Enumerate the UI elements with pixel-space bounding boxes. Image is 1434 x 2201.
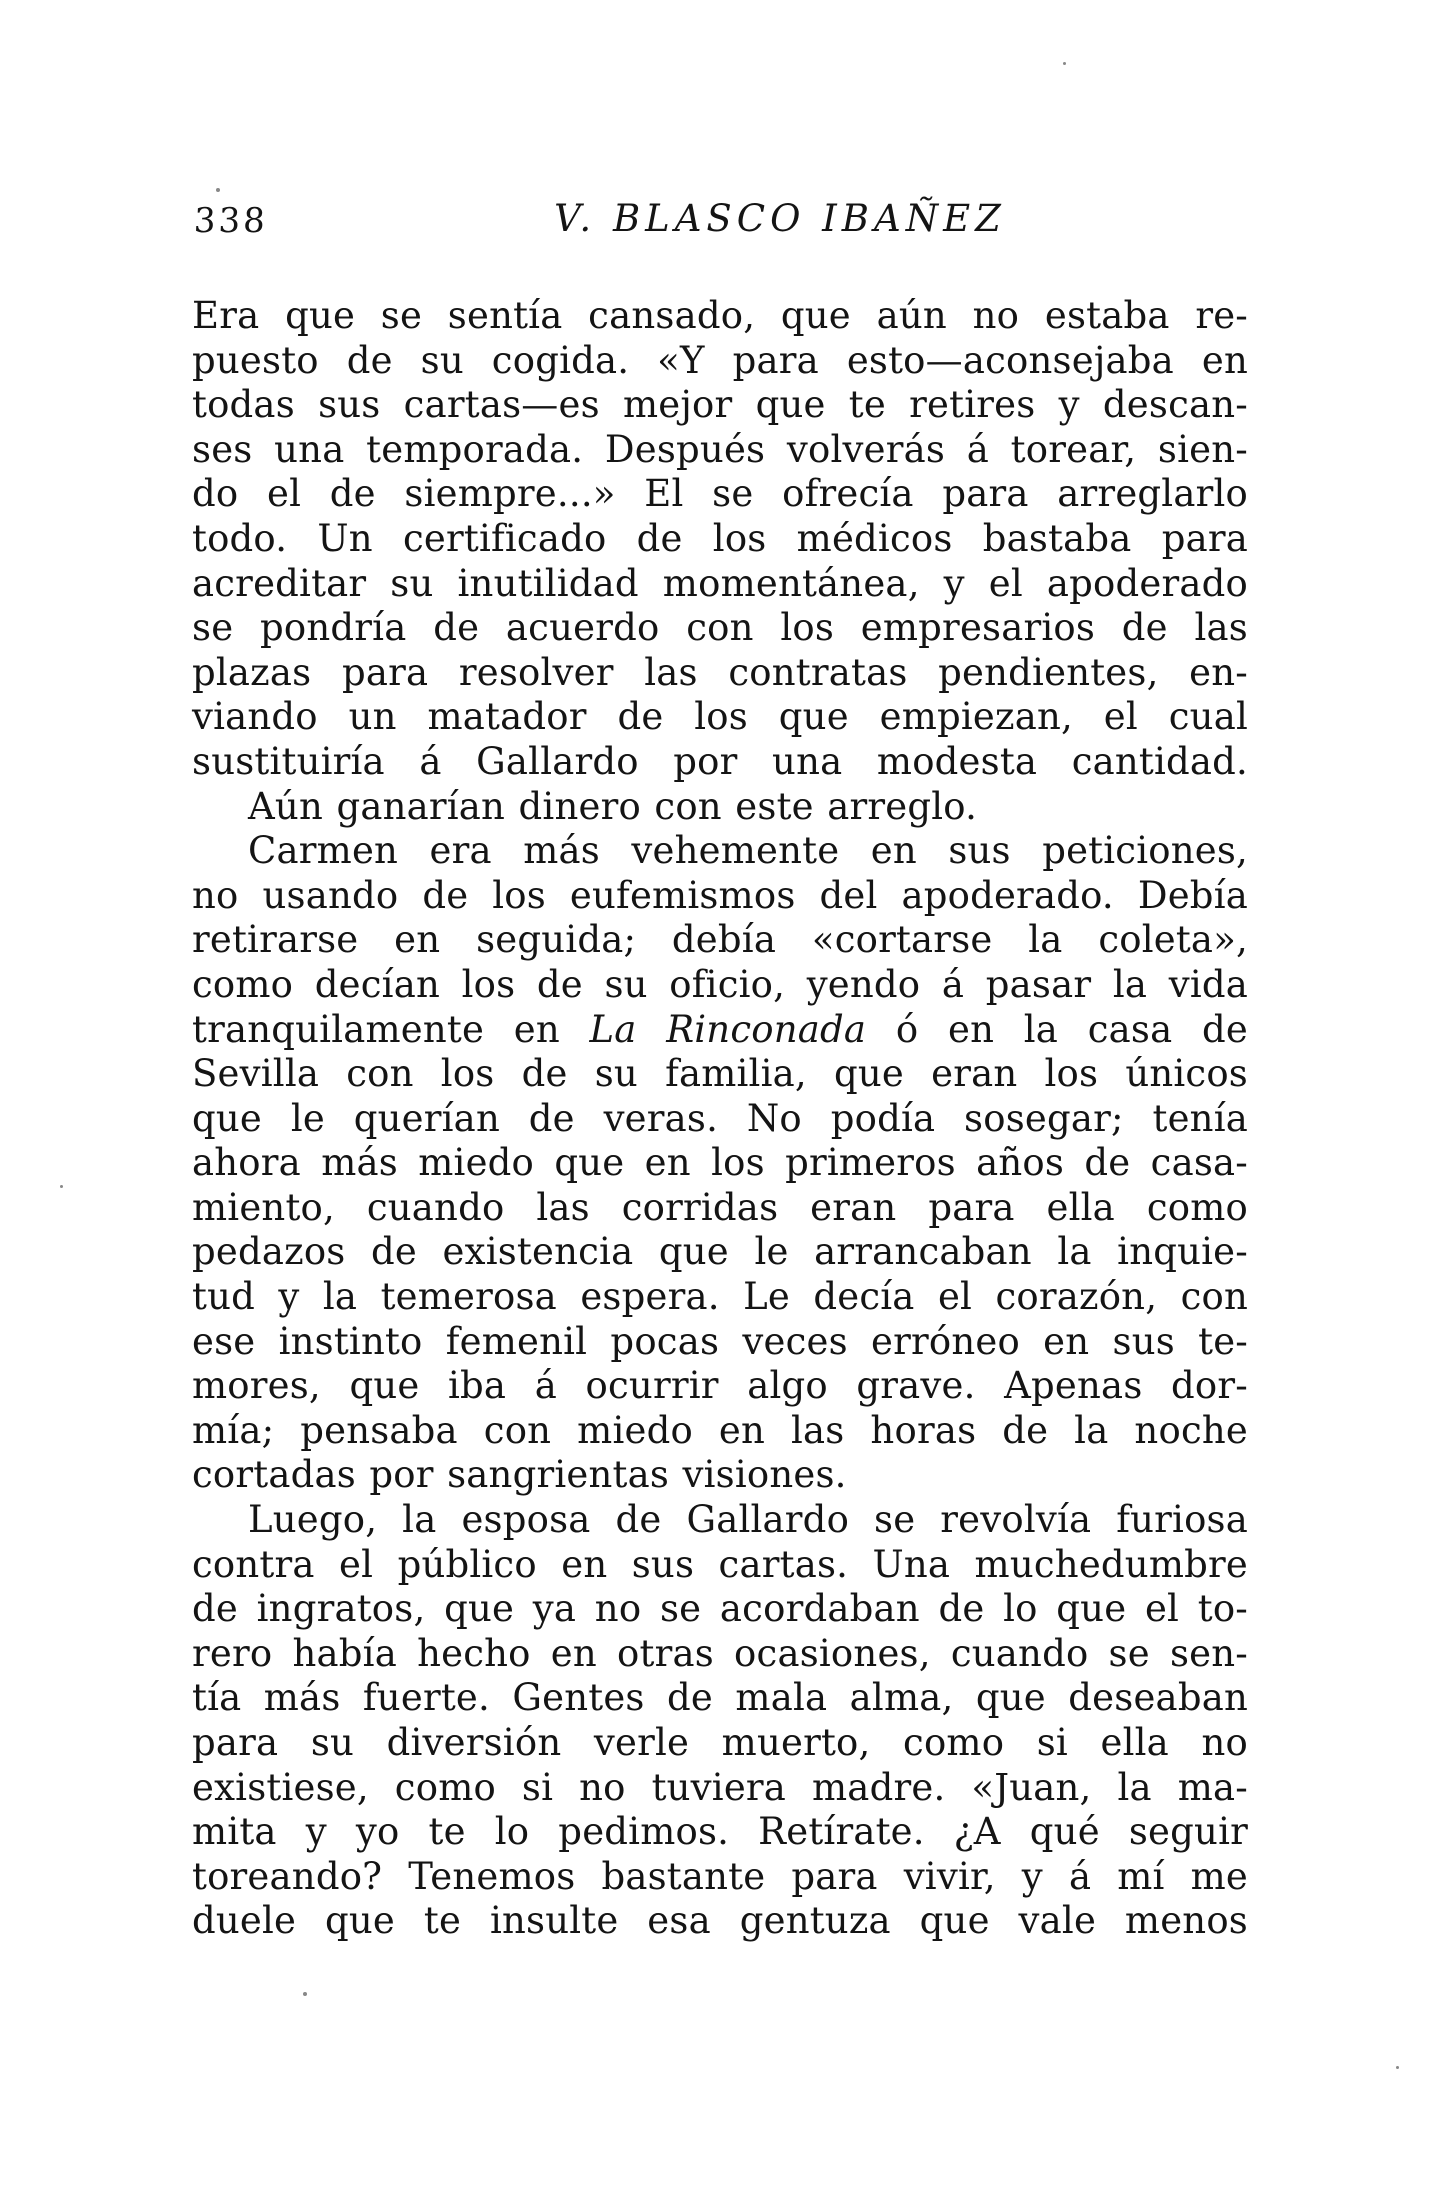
- text-line: mita y yo te lo pedimos. Retírate. ¿A qué seguir: [192, 1810, 1248, 1854]
- text-line: de ingratos, que ya no se acordaban de lo que el to-: [192, 1587, 1248, 1631]
- text-line: ese instinto femenil pocas veces erróneo en sus te-: [192, 1319, 1248, 1363]
- text-line: do el de siempre...» El se ofrecía para arreglarlo: [192, 472, 1248, 516]
- scan-speck: [60, 1185, 63, 1188]
- scan-speck: [1063, 62, 1066, 65]
- text-line: acreditar su inutilidad momentánea, y el apoderado: [192, 561, 1248, 605]
- text-line: para su diversión verle muerto, como si ella no: [192, 1721, 1248, 1764]
- text-line: tía más fuerte. Gentes de mala alma, que deseaban: [192, 1676, 1248, 1720]
- text-line: Carmen era más vehemente en sus peticiones,: [248, 829, 1248, 873]
- text-line: tud y la temerosa espera. Le decía el corazón, con: [192, 1275, 1248, 1319]
- scan-speck: [1396, 2066, 1399, 2069]
- body-text: [192, 294, 1248, 1944]
- text-line: todas sus cartas—es mejor que te retires y descan-: [192, 383, 1248, 427]
- running-title: V. BLASCO IBAÑEZ: [554, 197, 1006, 240]
- text-line: viando un matador de los que empiezan, el cual: [192, 695, 1248, 739]
- text-line: contra el público en sus cartas. Una muchedumbre: [192, 1542, 1248, 1586]
- text-line: pedazos de existencia que le arrancaban la inquie-: [192, 1230, 1248, 1274]
- text-line: todo. Un certificado de los médicos bastaba para: [192, 516, 1248, 560]
- text-line: ahora más miedo que en los primeros años de casa-: [192, 1141, 1248, 1185]
- scan-speck: [216, 188, 220, 192]
- text-line: que le querían de veras. No podía sosegar; tenía: [192, 1096, 1248, 1140]
- text-line: duele que te insulte esa gentuza que vale menos: [192, 1899, 1248, 1943]
- text-line: tranquilamente en La Rinconada ó en la casa de: [192, 1007, 1248, 1051]
- text-line: puesto de su cogida. «Y para esto—aconsejaba en: [192, 338, 1248, 382]
- text-line: Aún ganarían dinero con este arreglo.: [248, 784, 978, 828]
- text-line: existiese, como si no tuviera madre. «Juan, la ma-: [192, 1765, 1248, 1809]
- text-line: miento, cuando las corridas eran para ella como: [192, 1185, 1248, 1229]
- text-line: Era que se sentía cansado, que aún no estaba re-: [192, 294, 1248, 337]
- text-line: ses una temporada. Después volverás á torear, sien-: [192, 427, 1248, 471]
- text-line: Sevilla con los de su familia, que eran los únicos: [192, 1052, 1248, 1096]
- text-line: no usando de los eufemismos del apoderado. Debía: [192, 873, 1248, 917]
- text-line: retirarse en seguida; debía «cortarse la coleta»,: [192, 918, 1248, 962]
- text-line: toreando? Tenemos bastante para vivir, y á mí me: [192, 1854, 1248, 1898]
- text-line: rero había hecho en otras ocasiones, cuando se sen-: [192, 1631, 1248, 1675]
- text-line: se pondría de acuerdo con los empresarios de las: [192, 606, 1248, 650]
- text-line: mores, que iba á ocurrir algo grave. Apenas dor-: [192, 1364, 1248, 1408]
- text-line: como decían los de su oficio, yendo á pasar la vida: [192, 962, 1248, 1006]
- text-line: plazas para resolver las contratas pendientes, en-: [192, 650, 1248, 694]
- text-line: cortadas por sangrientas visiones.: [192, 1453, 847, 1497]
- text-line: sustituiría á Gallardo por una modesta cantidad.: [192, 739, 1248, 783]
- text-line: mía; pensaba con miedo en las horas de la noche: [192, 1408, 1248, 1452]
- scan-speck: [303, 1992, 307, 1996]
- page-header: [192, 193, 1248, 245]
- text-line: Luego, la esposa de Gallardo se revolvía furiosa: [248, 1498, 1248, 1542]
- page-number: 338: [192, 201, 269, 241]
